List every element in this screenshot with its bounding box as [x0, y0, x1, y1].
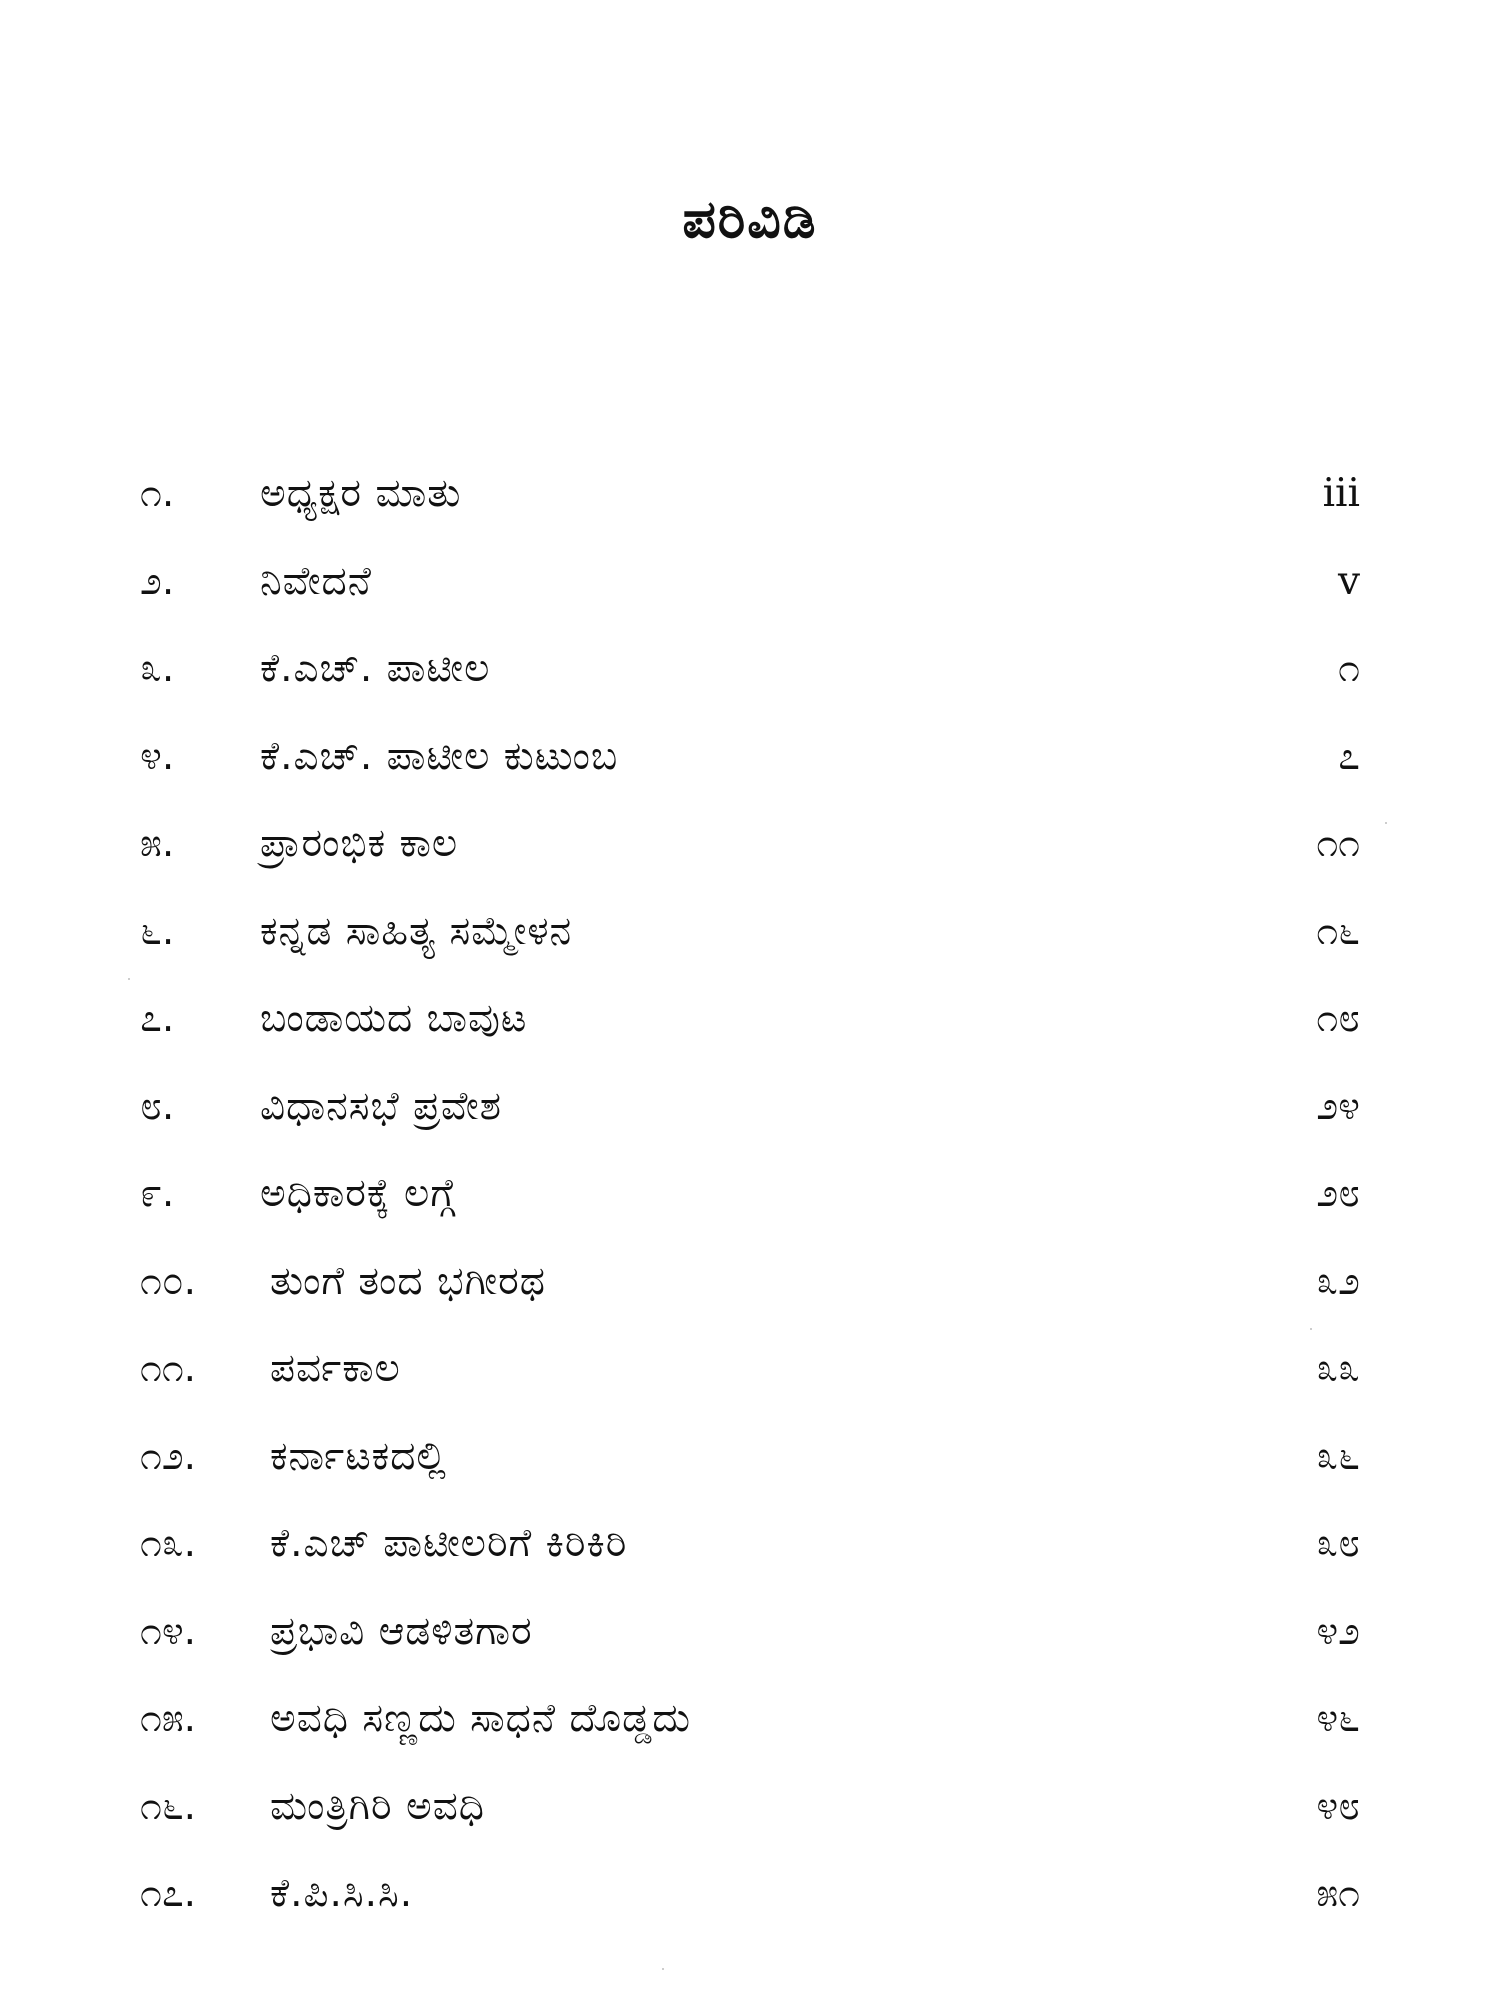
entry-page-number: ೫೧ [1316, 1871, 1360, 1916]
scan-speck [1310, 1328, 1312, 1330]
entry-title: ಬಂಡಾಯದ ಬಾವುಟ [260, 996, 528, 1041]
toc-row-7 [140, 991, 1360, 1079]
entry-number: ೨. [140, 558, 175, 604]
entry-number: ೧೭. [140, 1871, 197, 1916]
entry-number: ೧೪. [140, 1608, 197, 1654]
page-title: ಪರಿವಿಡಿ [682, 190, 818, 250]
entry-title: ಕರ್ನಾಟಕದಲ್ಲಿ [270, 1433, 447, 1479]
entry-title: ಪ್ರಾರಂಭಿಕ ಕಾಲ [260, 821, 459, 866]
entry-number: ೧೦. [140, 1258, 197, 1304]
entry-number: ೧೧. [140, 1346, 197, 1391]
entry-title: ಅಧಿಕಾರಕ್ಕೆ ಲಗ್ಗೆ [260, 1171, 457, 1216]
entry-title: ಪ್ರಭಾವಿ ಆಡಳಿತಗಾರ [270, 1608, 533, 1654]
entry-number: ೭. [140, 996, 175, 1041]
toc-row-4 [140, 729, 1360, 817]
entry-page-number: ೪೬ [1316, 1696, 1360, 1741]
entry-page-number: ೩೨ [1316, 1258, 1360, 1304]
toc-row-12 [140, 1429, 1360, 1517]
entry-number: ೬. [140, 908, 175, 954]
toc-row-1 [140, 466, 1360, 554]
entry-title: ಅವಧಿ ಸಣ್ಣದು ಸಾಧನೆ ದೊಡ್ಡದು [270, 1696, 691, 1741]
scan-speck [662, 1968, 664, 1970]
entry-page-number: ೨೮ [1316, 1171, 1360, 1216]
toc-row-16 [140, 1779, 1360, 1867]
entry-page-number: ೧ [1338, 646, 1360, 691]
entry-title: ಮಂತ್ರಿಗಿರಿ ಅವಧಿ [270, 1783, 485, 1829]
entry-title: ಕೆ.ಎಚ್. ಪಾಟೀಲ ಕುಟುಂಬ [260, 733, 619, 779]
toc-row-17 [140, 1866, 1360, 1954]
entry-page-number: iii [1322, 471, 1360, 516]
entry-number: ೧. [140, 471, 175, 516]
entry-page-number: ೪೨ [1316, 1608, 1360, 1654]
entry-number: ೯. [140, 1171, 175, 1216]
entry-page-number: ೧೧ [1316, 821, 1360, 866]
entry-page-number: ೪೮ [1316, 1783, 1360, 1829]
entry-number: ೮. [140, 1083, 175, 1129]
toc-row-13 [140, 1516, 1360, 1604]
toc-row-9 [140, 1166, 1360, 1254]
scan-speck [1385, 822, 1387, 824]
toc-row-10 [140, 1254, 1360, 1342]
toc-row-14 [140, 1604, 1360, 1692]
entry-page-number: ೭ [1338, 733, 1360, 779]
entry-number: ೧೫. [140, 1696, 197, 1741]
entry-page-number: ೨೪ [1316, 1083, 1360, 1129]
entry-title: ವಿಧಾನಸಭೆ ಪ್ರವೇಶ [260, 1083, 503, 1129]
toc-row-3 [140, 641, 1360, 729]
entry-title: ಅಧ್ಯಕ್ಷರ ಮಾತು [260, 471, 462, 516]
entry-page-number: ೧೬ [1316, 908, 1360, 954]
entry-page-number: ೩೩ [1316, 1346, 1360, 1391]
table-of-contents [140, 466, 1360, 1954]
entry-title: ಕೆ.ಎಚ್. ಪಾಟೀಲ [260, 646, 491, 691]
entry-title: ಪರ್ವಕಾಲ [270, 1346, 401, 1391]
toc-row-2 [140, 554, 1360, 642]
toc-row-6 [140, 904, 1360, 992]
entry-title: ನಿವೇದನೆ [260, 558, 372, 604]
entry-page-number: ೩೬ [1316, 1433, 1360, 1479]
toc-row-11 [140, 1341, 1360, 1429]
entry-number: ೫. [140, 821, 175, 866]
entry-page-number: ೧೮ [1316, 996, 1360, 1041]
entry-number: ೪. [140, 733, 175, 779]
entry-number: ೩. [140, 646, 175, 691]
toc-row-5 [140, 816, 1360, 904]
toc-row-15 [140, 1691, 1360, 1779]
entry-title: ಕೆ.ಎಚ್ ಪಾಟೀಲರಿಗೆ ಕಿರಿಕಿರಿ [270, 1521, 628, 1566]
entry-page-number: ೩೮ [1316, 1521, 1360, 1566]
entry-page-number: v [1337, 558, 1360, 604]
scan-speck [128, 978, 130, 980]
entry-title: ಕೆ.ಪಿ.ಸಿ.ಸಿ. [270, 1871, 414, 1916]
entry-number: ೧೨. [140, 1433, 197, 1479]
toc-row-8 [140, 1079, 1360, 1167]
entry-title: ತುಂಗೆ ತಂದ ಭಗೀರಥ [270, 1258, 546, 1304]
entry-number: ೧೩. [140, 1521, 197, 1566]
entry-title: ಕನ್ನಡ ಸಾಹಿತ್ಯ ಸಮ್ಮೇಳನ [260, 908, 573, 954]
entry-number: ೧೬. [140, 1783, 197, 1829]
